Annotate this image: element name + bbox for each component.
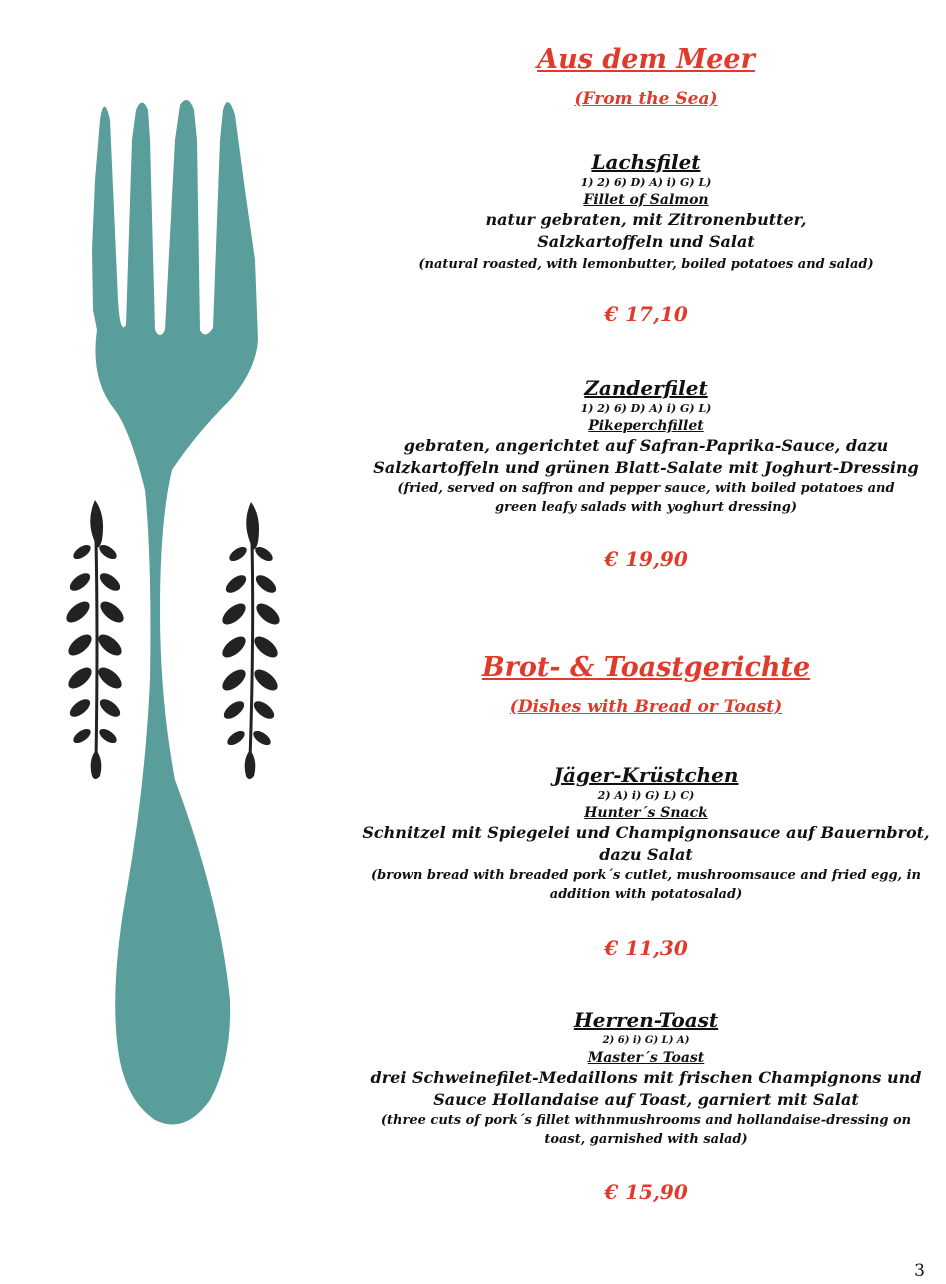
- dish-description-en: (natural roasted, with lemonbutter, boiled potatoes and salad): [418, 257, 874, 272]
- section-title: Aus dem Meer: [537, 44, 755, 75]
- dish-zanderfilet: [360, 375, 932, 572]
- dish-description-de: gebraten, angerichtet auf Safran-Paprika-Sauce, dazu Salzkartoffeln und grünen Blatt-Salate mit Joghurt-Dressing: [373, 436, 919, 477]
- dish-description-en: (three cuts of pork´s fillet withnmushrooms and hollandaise-dressing on toast, garnished with salad): [380, 1113, 912, 1147]
- dish-allergens: 2) 6) i) G) L) A): [602, 1035, 690, 1046]
- dish-description-en: (brown bread with breaded pork´s cutlet, mushroomsauce and fried egg, in addition with potatosalad): [371, 868, 921, 902]
- section-title: Brot- & Toastgerichte: [481, 652, 811, 683]
- decoration: [0, 0, 330, 1284]
- dish-lachsfilet: [360, 149, 932, 327]
- dish-allergens: 1) 2) 6) D) A) i) G) L): [580, 402, 712, 415]
- dish-herren-toast: [360, 1007, 932, 1205]
- dish-price: € 17,10: [604, 302, 688, 326]
- dish-allergens: 2) A) i) G) L) C): [597, 789, 695, 802]
- section-seafood: [360, 40, 932, 572]
- dish-description-de: natur gebraten, mit Zitronenbutter, Salzkartoffeln und Salat: [485, 210, 807, 251]
- dish-description-de: drei Schweinefilet-Medaillons mit frischen Champignons und Sauce Hollandaise auf Toast, garniert mit Salat: [370, 1068, 922, 1109]
- dish-name: Zanderfilet: [584, 376, 708, 400]
- page-number: 3: [914, 1261, 925, 1281]
- dish-name: Jäger-Krüstchen: [553, 763, 739, 787]
- dish-price: € 19,90: [604, 547, 688, 571]
- dish-description-de: Schnitzel mit Spiegelei und Champignonsauce auf Bauernbrot, dazu Salat: [362, 823, 930, 864]
- dish-price: € 11,30: [604, 936, 688, 960]
- dish-price: € 15,90: [604, 1180, 688, 1204]
- dish-description-en: (fried, served on saffron and pepper sauce, with boiled potatoes and green leafy salads with yoghurt dressing): [397, 481, 895, 515]
- dish-jaeger-kruestchen: [360, 762, 932, 961]
- menu-column: [360, 40, 932, 1205]
- dish-name: Herren-Toast: [573, 1008, 719, 1032]
- section-bread-toast: [360, 648, 932, 1205]
- dish-name-en: Master´s Toast: [587, 1050, 705, 1066]
- dish-name-en: Fillet of Salmon: [583, 192, 709, 208]
- section-subtitle: (From the Sea): [574, 89, 718, 109]
- laurel-left-icon: [63, 500, 127, 779]
- dish-name: Lachsfilet: [591, 150, 701, 174]
- laurel-right-icon: [219, 502, 283, 779]
- dish-name-en: Pikeperchfillet: [588, 418, 704, 434]
- section-subtitle: (Dishes with Bread or Toast): [509, 697, 783, 717]
- dish-allergens: 1) 2) 6) D) A) i) G) L): [580, 176, 712, 189]
- dish-name-en: Hunter´s Snack: [584, 805, 708, 821]
